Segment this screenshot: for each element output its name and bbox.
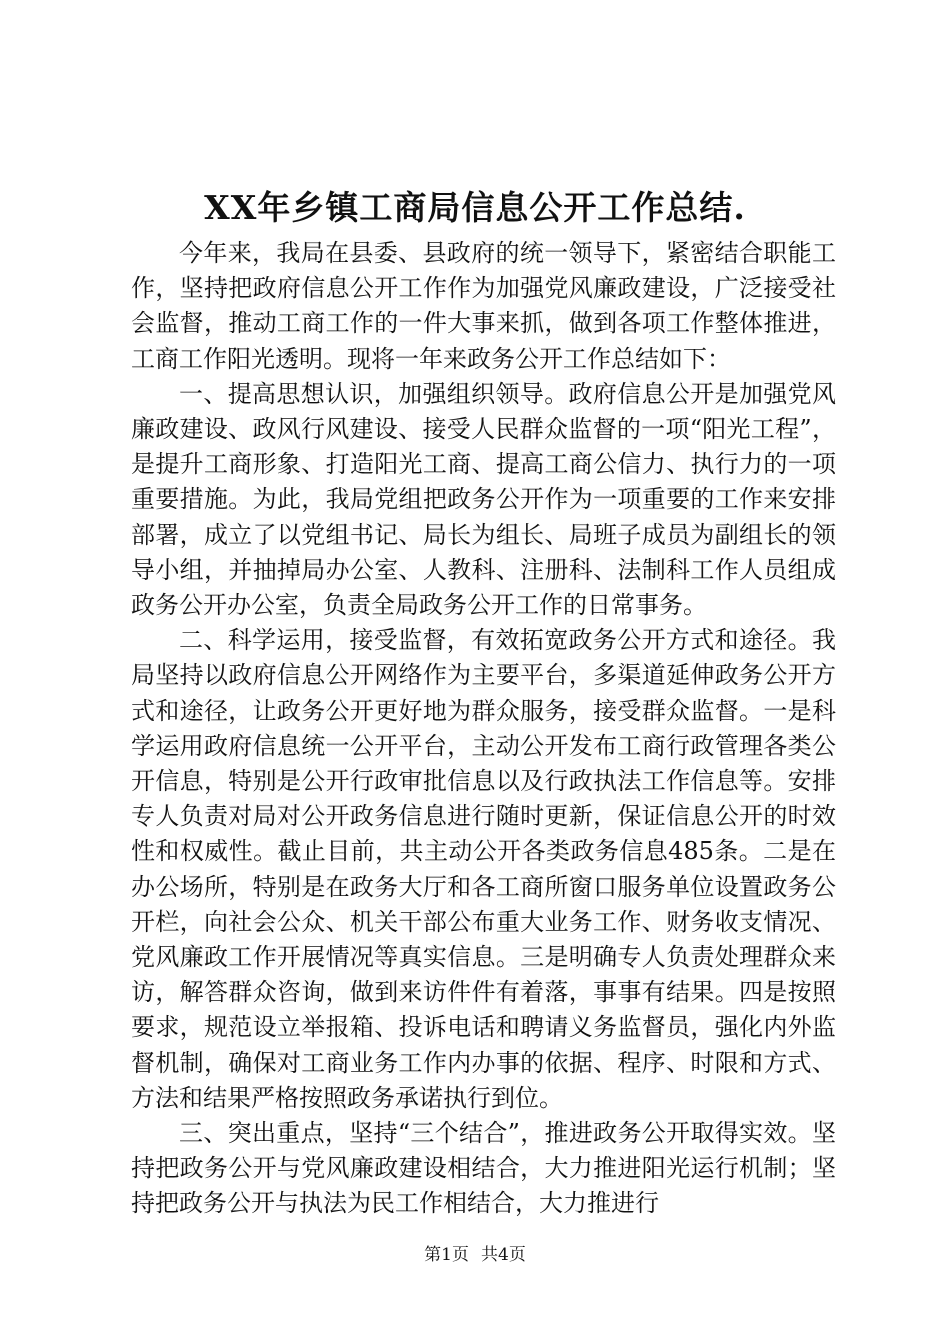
paragraph-intro: 今年来，我局在县委、县政府的统一领导下，紧密结合职能工作，坚持把政府信息公开工作作为加强党风廉政建设，广泛接受社会监督，推动工商工作的一件大事来抓，做到各项工作整体推进，工商工作阳光透明。现将一年来政务公开工作总结如下：	[131, 239, 836, 373]
page-number: 第1页	[424, 1245, 469, 1265]
paragraph-section-1: 一、提高思想认识，加强组织领导。政府信息公开是加强党风廉政建设、政风行风建设、接受人民群众监督的一项“阳光工程”，是提升工商形象、打造阳光工商、提高工商公信力、执行力的一项重要措施。为此，我局党组把政务公开作为一项重要的工作来安排部署，成立了以党组书记、局长为组长、局班子成员为副组长的领导小组，并抽掉局办公室、人教科、注册科、法制科工作人员组成政务公开办公室，负责全局政务公开工作的日常事务。	[131, 379, 836, 620]
paragraph-section-3: 三、突出重点，坚持“三个结合”，推进政务公开取得实效。坚持把政务公开与党风廉政建设相结合，大力推进阳光运行机制；坚持把政务公开与执法为民工作相结合，大力推进行	[131, 1119, 836, 1218]
document-title: XX年乡镇工商局信息公开工作总结.	[204, 188, 746, 227]
document-body	[131, 236, 836, 1222]
page-total: 共4页	[481, 1245, 526, 1265]
page-footer	[0, 1243, 950, 1267]
paragraph-section-2: 二、科学运用，接受监督，有效拓宽政务公开方式和途径。我局坚持以政府信息公开网络作为主要平台，多渠道延伸政务公开方式和途径，让政务公开更好地为群众服务，接受群众监督。一是科学运用政府信息统一公开平台，主动公开发布工商行政管理各类公开信息，特别是公开行政审批信息以及行政执法工作信息等。安排专人负责对局对公开政务信息进行随时更新，保证信息公开的时效性和权威性。截止目前，共主动公开各类政务信息485条。二是在办公场所，特别是在政务大厅和各工商所窗口服务单位设置政务公开栏，向社会公众、机关干部公布重大业务工作、财务收支情况、党风廉政工作开展情况等真实信息。三是明确专人负责处理群众来访，解答群众咨询，做到来访件件有着落，事事有结果。四是按照要求，规范设立举报箱、投诉电话和聘请义务监督员，强化内外监督机制，确保对工商业务工作内办事的依据、程序、时限和方式、方法和结果严格按照政务承诺执行到位。	[131, 626, 836, 1112]
